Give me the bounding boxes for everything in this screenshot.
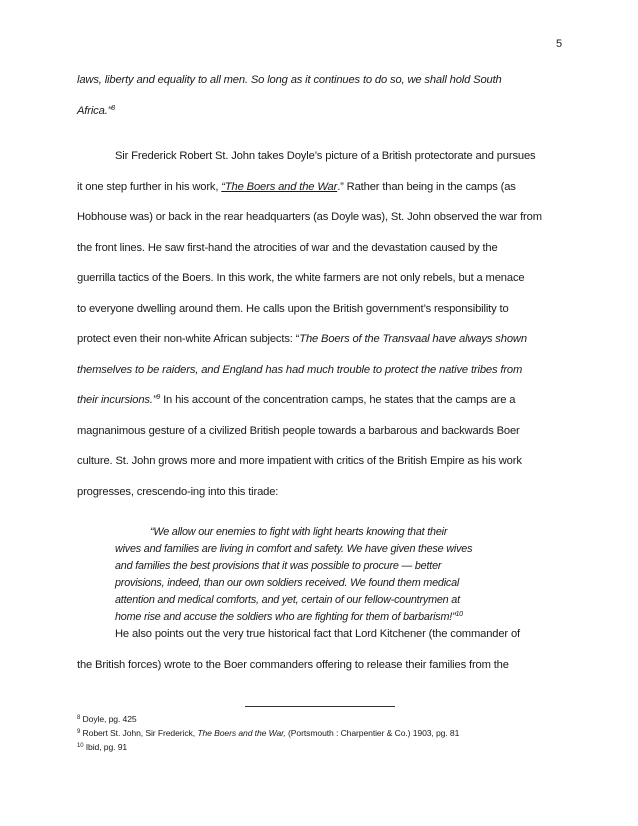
text-line: the British forces) wrote to the Boer commanders offering to release their families from the bbox=[77, 659, 509, 671]
footnote-text: Robert St. John, Sir Frederick, bbox=[80, 728, 198, 738]
quote-line: provisions, indeed, than our own soldiers received. We found them medical bbox=[115, 577, 460, 589]
quoted-text: their incursions.” bbox=[77, 394, 157, 406]
footnote-separator bbox=[245, 706, 395, 707]
text-span: protect even their non-white African subjects: “ bbox=[77, 333, 300, 345]
text-span: In his account of the concentration camps, he states that the camps are a bbox=[160, 394, 516, 406]
text-line: progresses, crescendo-ing into this tirade: bbox=[77, 486, 279, 498]
text-line: laws, liberty and equality to all men. So long as it continues to do so, we shall hold South bbox=[77, 74, 502, 86]
work-title: “The Boers and the War bbox=[221, 181, 338, 193]
text-line bbox=[77, 394, 515, 406]
footnote-text: (Portsmouth : Charpentier & Co.) 1903, pg. 81 bbox=[285, 728, 460, 738]
text-line: Hobhouse was) or back in the rear headquarters (as Doyle was), St. John observed the war from bbox=[77, 211, 542, 223]
quote-line: attention and medical comforts, and yet, certain of our fellow-countrymen at bbox=[115, 594, 460, 606]
text-line: the front lines. He saw first-hand the atrocities of war and the devastation caused by the bbox=[77, 242, 498, 254]
quoted-text: The Boers of the Transvaal have always shown bbox=[299, 333, 527, 345]
text-line: to everyone dwelling around them. He calls upon the British government’s responsibility to bbox=[77, 303, 509, 315]
paragraph-first-line: He also points out the very true historical fact that Lord Kitchener (the commander of bbox=[115, 628, 520, 640]
footnote-title: The Boers and the War, bbox=[197, 728, 286, 738]
text-line: magnanimous gesture of a civilized British people towards a barbarous and backwards Boer bbox=[77, 425, 520, 437]
quoted-text-line: themselves to be raiders, and England has had much trouble to protect the native tribes from bbox=[77, 364, 523, 376]
footnote-text: Ibid, pg. 91 bbox=[83, 742, 128, 752]
footnote-10 bbox=[77, 742, 127, 752]
paragraph-first-line: Sir Frederick Robert St. John takes Doyle’s picture of a British protectorate and pursues bbox=[115, 150, 536, 162]
footnote-9 bbox=[77, 728, 459, 738]
quote-line: wives and families are living in comfort and safety. We have given these wives bbox=[115, 543, 473, 555]
text-line: guerrilla tactics of the Boers. In this work, the white farmers are not only rebels, but a menace bbox=[77, 272, 525, 284]
text-span: Africa.” bbox=[77, 105, 112, 117]
footnote-8 bbox=[77, 714, 137, 724]
footnote-number: 10 bbox=[77, 743, 84, 749]
footnote-ref: 8 bbox=[111, 105, 115, 112]
text-span: home rise and accuse the soldiers who are fighting for them of barbarism!” bbox=[115, 611, 456, 623]
quote-line: “We allow our enemies to fight with light hearts knowing that their bbox=[150, 526, 448, 538]
text-line bbox=[77, 181, 516, 193]
page-number: 5 bbox=[556, 38, 563, 50]
footnote-number: 8 bbox=[77, 715, 81, 721]
text-line: culture. St. John grows more and more impatient with critics of the British Empire as his work bbox=[77, 455, 522, 467]
text-line bbox=[77, 333, 527, 345]
quote-line: and families the best provisions that it was possible to procure — better bbox=[115, 560, 442, 572]
text-span: .” Rather than being in the camps (as bbox=[337, 181, 516, 193]
quote-line bbox=[115, 611, 463, 623]
text-span: it one step further in his work, bbox=[77, 181, 222, 193]
footnote-ref: 10 bbox=[455, 611, 463, 618]
footnote-ref: 9 bbox=[156, 394, 161, 401]
footnote-number: 9 bbox=[77, 729, 81, 735]
text-line bbox=[77, 105, 115, 117]
footnote-text: Doyle, pg. 425 bbox=[80, 714, 137, 724]
